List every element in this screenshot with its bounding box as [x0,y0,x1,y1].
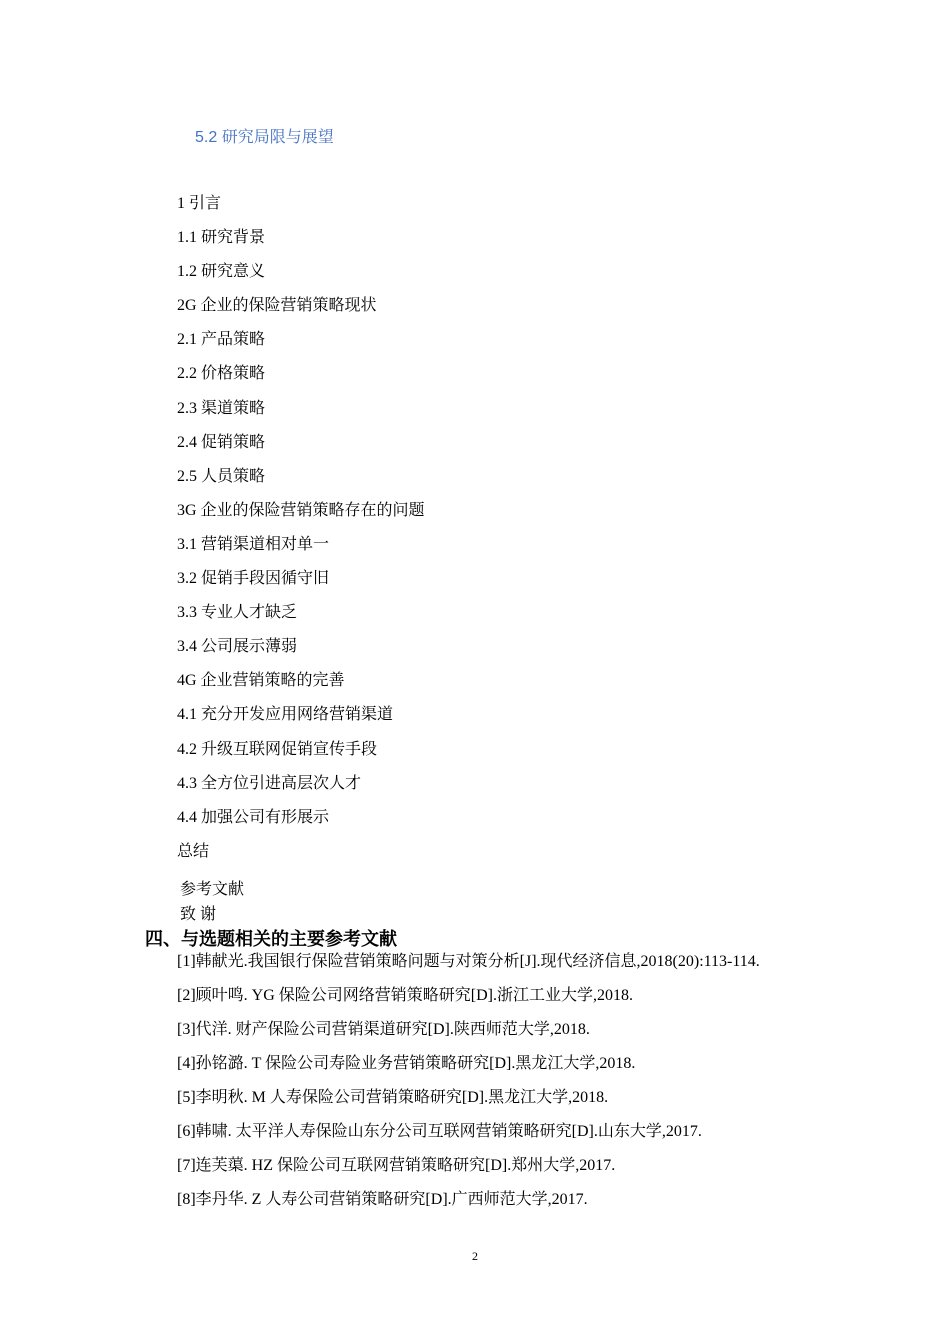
outline-item: 3.3 专业人才缺乏 [177,604,298,622]
outline-item: 2.5 人员策略 [177,467,266,485]
outline-item: 4.2 升级互联网促销宣传手段 [177,740,378,758]
outline-item: 4.4 加强公司有形展示 [177,808,330,826]
outline-item: 3.4 公司展示薄弱 [177,638,298,656]
thesis-outline [177,194,425,876]
outline-item: 3.1 营销渠道相对单一 [177,535,330,553]
outline-item-references: 参考文献 [180,881,245,898]
outline-item: 2.2 价格策略 [177,365,266,383]
references-heading: 四、与选题相关的主要参考文献 [145,929,397,949]
reference-item: [5]李明秋. M 人寿保险公司营销策略研究[D].黑龙江大学,2018. [177,1089,609,1106]
outline-item: 2G 企业的保险营销策略现状 [177,297,377,315]
outline-item: 4G 企业营销策略的完善 [177,672,345,690]
outline-item: 总结 [177,842,210,860]
reference-list [177,952,760,1224]
toc-entry-5-2[interactable]: 5.2 研究局限与展望 [195,129,334,146]
outline-item: 2.1 产品策略 [177,331,266,349]
reference-item: [1]韩献光.我国银行保险营销策略问题与对策分析[J].现代经济信息,2018(20):113-114. [177,953,760,970]
outline-item: 1 引言 [177,195,222,212]
outline-item-acknowledgements: 致 谢 [180,906,217,923]
outline-item: 2.4 促销策略 [177,433,266,451]
outline-item: 2.3 渠道策略 [177,399,266,417]
reference-item: [8]李丹华. Z 人寿公司营销策略研究[D].广西师范大学,2017. [177,1191,588,1208]
reference-item: [6]韩啸. 太平洋人寿保险山东分公司互联网营销策略研究[D].山东大学,2017. [177,1123,702,1140]
outline-item: 3G 企业的保险营销策略存在的问题 [177,501,425,519]
outline-item: 4.3 全方位引进高层次人才 [177,774,362,792]
outline-item: 3.2 促销手段因循守旧 [177,570,330,588]
outline-item: 1.2 研究意义 [177,263,266,281]
outline-item: 1.1 研究背景 [177,229,266,247]
reference-item: [2]顾叶鸣. YG 保险公司网络营销策略研究[D].浙江工业大学,2018. [177,987,633,1004]
reference-item: [4]孙铭潞. T 保险公司寿险业务营销策略研究[D].黑龙江大学,2018. [177,1055,636,1072]
page-number: 2 [472,1249,478,1263]
reference-item: [7]连芙蕖. HZ 保险公司互联网营销策略研究[D].郑州大学,2017. [177,1157,616,1174]
outline-item: 4.1 充分开发应用网络营销渠道 [177,706,394,724]
reference-item: [3]代洋. 财产保险公司营销渠道研究[D].陕西师范大学,2018. [177,1021,590,1038]
